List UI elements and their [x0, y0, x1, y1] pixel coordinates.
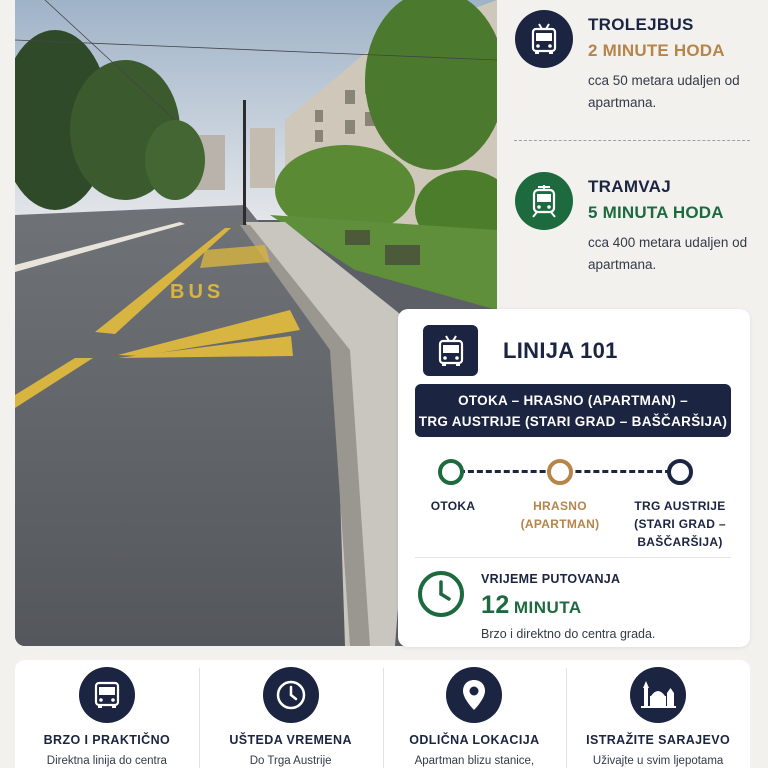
stop-label-otoka: OTOKA [430, 499, 476, 513]
trolleybus-walk-time: 2 MINUTE HODA [588, 41, 725, 60]
stop-label-trg-austrije: TRG AUSTRIJE (STARI GRAD – BAŠČARŠIJA) [634, 499, 726, 549]
feature-title: UŠTEDA VREMENA [229, 733, 352, 747]
feature-location [383, 660, 567, 768]
feature-title: ISTRAŽITE SARAJEVO [586, 733, 731, 747]
location-pin-icon [446, 667, 502, 723]
stop-dot-otoka [438, 459, 464, 485]
tram-walk-time: 5 MINUTA HODA [588, 203, 724, 222]
trolleybus-distance: cca 50 metara udaljen od apartmana. [588, 73, 740, 110]
feature-time [199, 660, 383, 768]
feature-explore [566, 660, 750, 768]
tram-distance: cca 400 metara udaljen od apartmana. [588, 235, 748, 272]
line-card [398, 309, 750, 647]
feature-title: ODLIČNA LOKACIJA [409, 733, 540, 747]
travel-time-value [481, 591, 582, 620]
feature-desc: Do Trga Austrije [249, 755, 332, 767]
features-bar [15, 660, 750, 768]
city-landmark-icon [630, 667, 686, 723]
feature-fast [15, 660, 199, 768]
tram-icon [515, 172, 573, 230]
tram-title: TRAMVAJ [588, 177, 672, 196]
trolleybus-icon [515, 10, 573, 68]
feature-desc: Uživajte u svim ljepotama [592, 755, 724, 767]
clock-icon [416, 569, 466, 619]
route-box [415, 384, 731, 437]
stop-label-hrasno: HRASNO (APARTMAN) [520, 499, 600, 531]
trolleybus-info [497, 0, 768, 162]
stop-dot-trg-austrije [667, 459, 693, 485]
bus-road-marking: BUS [170, 281, 225, 303]
travel-time-number: 12 [481, 591, 510, 619]
divider [514, 140, 750, 141]
clock-icon [263, 667, 319, 723]
trolleybus-icon [423, 325, 478, 376]
route-line-1: OTOKA – HRASNO (APARTMAN) – [458, 392, 688, 408]
bus-icon [79, 667, 135, 723]
line-title: LINIJA 101 [503, 338, 618, 363]
divider [415, 557, 731, 558]
route-line-2: TRG AUSTRIJE (STARI GRAD – BAŠČARŠIJA) [418, 413, 728, 429]
travel-time-unit: MINUTA [513, 598, 582, 617]
travel-time-description: Brzo i direktno do centra grada. [481, 627, 656, 641]
travel-time-label: VRIJEME PUTOVANJA [481, 572, 621, 586]
trolleybus-title: TROLEJBUS [588, 15, 694, 34]
stop-dot-hrasno [547, 459, 573, 485]
feature-title: BRZO I PRAKTIČNO [43, 733, 171, 747]
feature-desc: Direktna linija do centra [46, 755, 167, 767]
feature-desc: Apartman blizu stanice, [414, 755, 535, 767]
tram-info [497, 162, 768, 324]
